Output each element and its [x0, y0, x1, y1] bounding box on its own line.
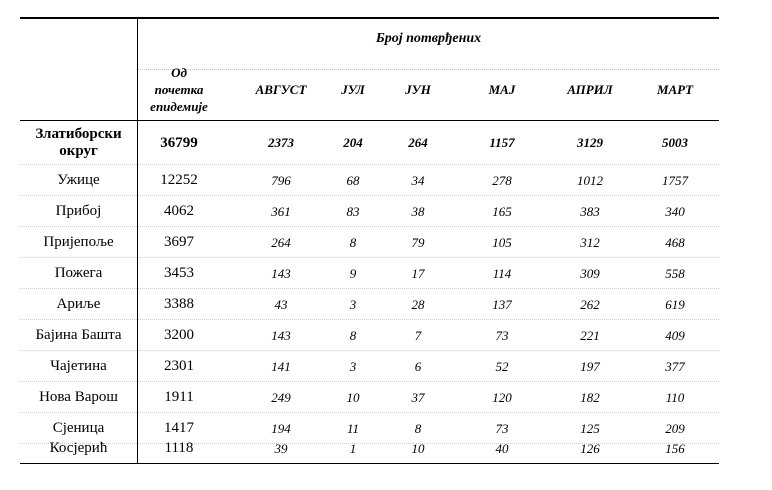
table-top-rule	[20, 17, 719, 19]
table-row-district-total	[20, 121, 719, 165]
row-total: 2301	[164, 358, 194, 374]
row-total: 4062	[164, 203, 194, 219]
cell-may: 73	[495, 328, 509, 343]
row-total: 1417	[164, 420, 194, 436]
cell-may: 73	[495, 421, 509, 436]
row-name: Пријепоље	[43, 234, 114, 250]
total-header-line: почетка	[154, 82, 204, 97]
cell-august: 264	[271, 235, 291, 250]
cell-april: 309	[580, 266, 600, 281]
cell-july: 1	[349, 441, 357, 456]
cell-august: 2373	[268, 135, 294, 150]
row-total: 1118	[164, 440, 194, 456]
cell-april: 312	[580, 235, 600, 250]
table-row	[20, 258, 719, 289]
cell-august: 43	[274, 297, 288, 312]
month-header-july: ЈУЛ	[341, 82, 365, 97]
cell-july: 11	[346, 421, 360, 436]
cell-may: 52	[495, 359, 509, 374]
table-row	[20, 289, 719, 320]
cell-march: 558	[665, 266, 685, 281]
table-row	[20, 320, 719, 351]
cell-june: 6	[414, 359, 422, 374]
cell-july: 204	[343, 135, 363, 150]
cell-july: 3	[349, 297, 357, 312]
cell-august: 194	[271, 421, 291, 436]
table-row	[20, 382, 719, 413]
total-header-line: епидемије	[150, 99, 208, 114]
cell-april: 262	[580, 297, 600, 312]
cell-august: 361	[271, 204, 291, 219]
cell-july: 68	[346, 173, 360, 188]
row-name-line: Златиборски	[35, 126, 122, 142]
cell-may: 40	[495, 441, 509, 456]
cell-april: 221	[580, 328, 600, 343]
cell-july: 83	[346, 204, 360, 219]
cell-march: 377	[665, 359, 685, 374]
group-header-rule	[138, 69, 719, 70]
cell-july: 8	[349, 328, 357, 343]
cell-march: 5003	[662, 135, 688, 150]
cell-april: 3129	[577, 135, 603, 150]
row-name: Пожега	[54, 265, 103, 281]
cell-april: 383	[580, 204, 600, 219]
total-header	[138, 64, 220, 115]
cell-march: 619	[665, 297, 685, 312]
cell-april: 1012	[577, 173, 603, 188]
row-name: Бајина Башта	[35, 327, 122, 343]
cell-june: 10	[411, 441, 425, 456]
cell-june: 38	[411, 204, 425, 219]
cell-july: 3	[349, 359, 357, 374]
row-total: 36799	[160, 135, 198, 151]
row-name-line: округ	[59, 143, 98, 159]
cell-march: 468	[665, 235, 685, 250]
cell-may: 165	[492, 204, 512, 219]
table-row	[20, 227, 719, 258]
group-header: Број потврђених	[375, 31, 482, 46]
table-row	[20, 165, 719, 196]
total-header-line: Од	[171, 65, 187, 80]
cell-june: 8	[414, 421, 422, 436]
row-name: Сјеница	[52, 420, 105, 436]
cell-august: 143	[271, 266, 291, 281]
row-total: 3388	[164, 296, 194, 312]
row-total: 1911	[164, 389, 194, 405]
row-name: Ужице	[57, 172, 100, 188]
cell-may: 105	[492, 235, 512, 250]
cell-april: 126	[580, 441, 600, 456]
cell-june: 37	[411, 390, 425, 405]
table-row	[20, 433, 719, 463]
table-row	[20, 351, 719, 382]
cell-july: 10	[346, 390, 360, 405]
cell-august: 141	[271, 359, 291, 374]
row-total: 3453	[164, 265, 194, 281]
row-name: Прибој	[55, 203, 102, 219]
row-name: Ариље	[56, 296, 101, 312]
cell-march: 409	[665, 328, 685, 343]
cell-may: 1157	[489, 135, 515, 150]
cell-july: 9	[349, 266, 357, 281]
row-total: 3200	[164, 327, 194, 343]
cell-june: 28	[411, 297, 425, 312]
table-row	[20, 196, 719, 227]
month-header-may: МАЈ	[488, 82, 516, 97]
cell-june: 7	[414, 328, 422, 343]
cell-march: 1757	[662, 173, 688, 188]
cell-march: 340	[665, 204, 685, 219]
row-name: Косјерић	[49, 440, 108, 456]
cell-august: 143	[271, 328, 291, 343]
cell-june: 79	[411, 235, 425, 250]
month-header-march: МАРТ	[656, 82, 694, 97]
cell-march: 209	[665, 421, 685, 436]
cell-july: 8	[349, 235, 357, 250]
cell-may: 114	[492, 266, 512, 281]
cell-august: 39	[274, 441, 288, 456]
cell-june: 264	[408, 135, 428, 150]
row-name: Чајетина	[50, 358, 107, 374]
cell-june: 34	[411, 173, 425, 188]
month-header-april: АПРИЛ	[567, 82, 613, 97]
cell-april: 125	[580, 421, 600, 436]
row-total: 3697	[164, 234, 194, 250]
month-header-june: ЈУН	[405, 82, 431, 97]
table-bottom-rule	[20, 463, 719, 464]
cell-march: 110	[665, 390, 685, 405]
cell-june: 17	[411, 266, 425, 281]
cell-april: 197	[580, 359, 600, 374]
row-total: 12252	[160, 172, 198, 188]
cell-april: 182	[580, 390, 600, 405]
cell-august: 249	[271, 390, 291, 405]
cell-may: 120	[492, 390, 512, 405]
row-name: Нова Варош	[39, 389, 118, 405]
cell-may: 137	[492, 297, 512, 312]
cell-may: 278	[492, 173, 512, 188]
cell-march: 156	[665, 441, 685, 456]
cell-august: 796	[271, 173, 291, 188]
row-name	[20, 121, 137, 162]
month-header-august: АВГУСТ	[255, 82, 307, 97]
